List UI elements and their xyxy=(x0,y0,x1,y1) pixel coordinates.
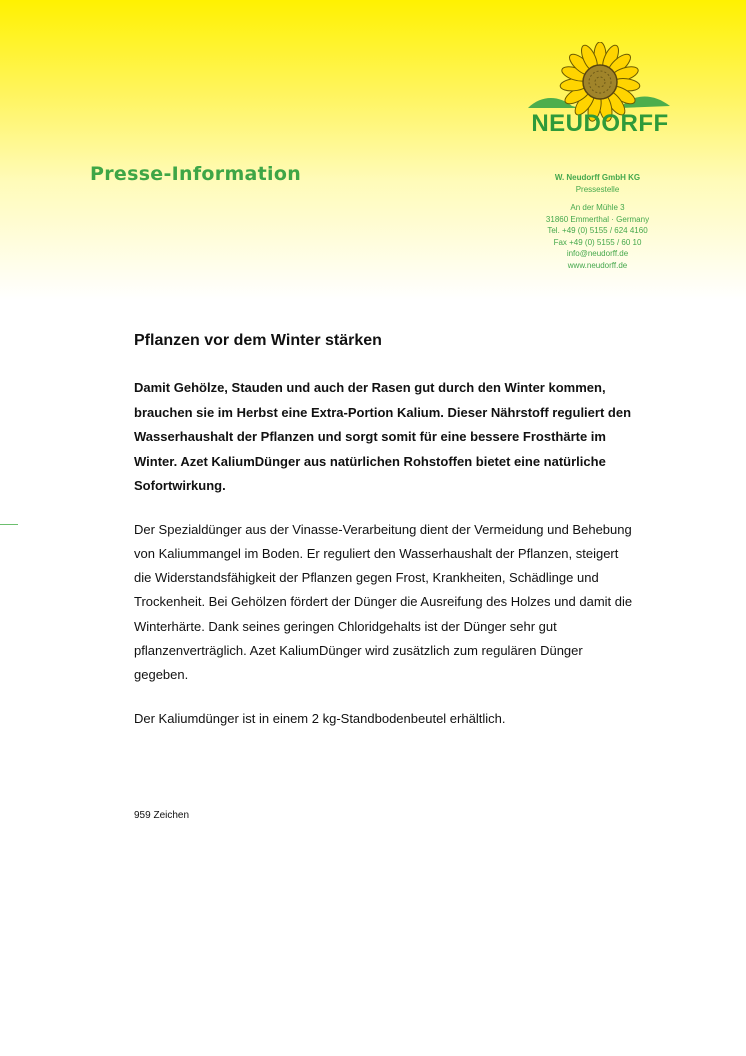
contact-email[interactable]: info@neudorff.de xyxy=(566,249,629,258)
contact-block xyxy=(520,172,675,271)
fold-mark xyxy=(0,524,18,525)
article-lead: Damit Gehölze, Stauden und auch der Rasen gut durch den Winter kommen, brauchen sie im Herbst eine Extra-Portion Kalium. Dieser Nährstoff reguliert den Wasserhaushalt der Pflanzen und sorgt somit für eine bessere Frosthärte im Winter. Azet KaliumDünger aus natürlichen Rohstoffen bietet eine natürliche Sofortwirkung. xyxy=(134,380,632,493)
brand-wordmark: NEUDORFF xyxy=(531,110,669,137)
article xyxy=(134,332,634,731)
character-count: 959 Zeichen xyxy=(134,810,190,821)
contact-department: Pressestelle xyxy=(575,184,620,194)
article-body: Der Spezialdünger aus der Vinasse-Verarbeitung dient der Vermeidung und Behebung von Kaliummangel im Boden. Er reguliert den Wasserhaushalt der Pflanzen, steigert die Widerstandsfähigkeit der Pflanzen gegen Frost, Krankheiten, Schädlinge und Trockenheit. Bei Gehölzen fördert der Dünger die Ausreifung des Holzes und damit die Winterhärte. Dank seines geringen Chloridgehalts ist der Dünger sehr gut pflanzenverträglich. Azet KaliumDünger wird zusätzlich zum regulären Dünger gegeben. xyxy=(134,521,633,683)
contact-company: W. Neudorff GmbH KG xyxy=(554,173,641,182)
section-title: Presse-Information xyxy=(90,163,302,185)
contact-city: 31860 Emmerthal · Germany xyxy=(545,214,650,224)
article-headline: Pflanzen vor dem Winter stärken xyxy=(134,332,382,349)
contact-website[interactable]: www.neudorff.de xyxy=(567,260,628,270)
contact-street: An der Mühle 3 xyxy=(570,203,625,212)
contact-phone: Tel. +49 (0) 5155 / 624 4160 xyxy=(547,226,648,235)
article-availability: Der Kaliumdünger ist in einem 2 kg-Standbodenbeutel erhältlich. xyxy=(134,710,506,726)
contact-fax: Fax +49 (0) 5155 / 60 10 xyxy=(553,237,642,247)
